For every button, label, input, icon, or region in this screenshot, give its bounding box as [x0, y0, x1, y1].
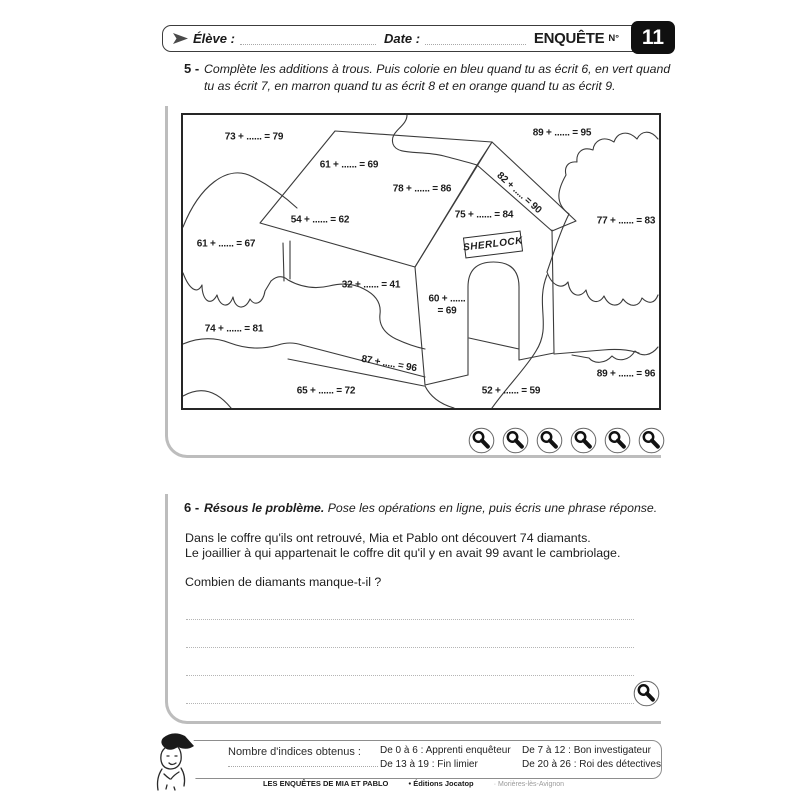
- addition-blank[interactable]: 61 + ...... = 69: [319, 159, 379, 171]
- clue-count-field[interactable]: [228, 766, 378, 767]
- addition-blank[interactable]: 61 + ...... = 67: [196, 238, 256, 250]
- magnifier-icon[interactable]: [570, 427, 597, 454]
- tree-trunk: [283, 241, 290, 281]
- answer-writing-line[interactable]: [186, 619, 634, 620]
- front-corner: [415, 267, 468, 385]
- clue-count-label: Nombre d'indices obtenus :: [228, 746, 361, 758]
- right-wall: [519, 230, 554, 360]
- exercise6-frame: [165, 494, 661, 724]
- addition-blank[interactable]: 74 + ...... = 81: [204, 323, 264, 335]
- exercise6-number: 6 -: [184, 500, 200, 515]
- header-bar: [162, 25, 670, 52]
- addition-blank[interactable]: 78 + ...... = 86: [392, 183, 452, 195]
- exercise5-instruction: Complète les additions à trous. Puis colorie en bleu quand tu as écrit 6, en vert quand tu as écrit 7, en marron quand tu as écrit 8 et en orange quand tu as écrit 9.: [204, 62, 671, 93]
- enquete-title: ENQUÊTE: [533, 30, 605, 47]
- date-field[interactable]: [425, 32, 526, 45]
- addition-blank[interactable]: 60 + ...... = 69: [428, 293, 466, 317]
- answer-writing-line[interactable]: [186, 675, 634, 676]
- student-name-label: Élève :: [193, 31, 235, 46]
- roof-slab: [260, 131, 492, 267]
- magnifier-icon[interactable]: [638, 427, 665, 454]
- imprint: [165, 773, 662, 791]
- addition-blank[interactable]: 54 + ...... = 62: [290, 214, 350, 226]
- magnifier-icon[interactable]: [604, 427, 631, 454]
- imprint-series: LES ENQUÊTES DE MIA ET PABLO: [254, 779, 397, 788]
- corner-mound: [183, 391, 231, 408]
- right-bush-top: [559, 132, 658, 214]
- clue-magnifier-row: [468, 427, 665, 454]
- student-name-field[interactable]: [240, 32, 376, 45]
- addition-blank[interactable]: 89 + ...... = 95: [532, 127, 592, 139]
- addition-blank[interactable]: 65 + ...... = 72: [296, 385, 356, 397]
- doghouse-line-art: [183, 115, 659, 408]
- left-bush-scallops: [183, 273, 271, 307]
- addition-blank[interactable]: 89 + ...... = 96: [596, 368, 656, 380]
- problem-question: Combien de diamants manque-t-il ?: [185, 575, 382, 589]
- imprint-publisher: • Éditions Jocatop: [400, 779, 483, 788]
- addition-blank[interactable]: 52 + ...... = 59: [481, 385, 541, 397]
- score-column: [380, 744, 511, 772]
- coloring-picture: [181, 113, 661, 410]
- enquete-number-badge: 11: [631, 21, 675, 54]
- ground-curve: [425, 386, 454, 408]
- problem-line: Dans le coffre qu'ils ont retrouvé, Mia et Pablo ont découvert 74 diamants.: [185, 531, 591, 545]
- arrow-icon: [173, 33, 188, 44]
- score-column: [522, 744, 661, 772]
- addition-blank[interactable]: 82 + ..... = 90: [494, 170, 544, 216]
- right-bush-edge: [547, 214, 569, 272]
- score-level: De 20 à 26 : Roi des détectives: [522, 759, 661, 770]
- addition-blank[interactable]: 75 + ...... = 84: [454, 209, 514, 221]
- addition-blank[interactable]: 87 + ..... = 96: [360, 353, 418, 375]
- problem-line: Le joaillier à qui appartenait le coffre dit qu'il y en avait 99 avant le cambriolage.: [185, 546, 621, 560]
- magnifier-icon[interactable]: [536, 427, 563, 454]
- magnifier-icon[interactable]: [633, 680, 660, 707]
- date-label: Date :: [383, 31, 421, 46]
- answer-writing-line[interactable]: [186, 647, 634, 648]
- right-ground-line: [554, 349, 639, 354]
- addition-blank[interactable]: 73 + ...... = 79: [224, 131, 284, 143]
- sherlock-sign: SHERLOCK: [463, 231, 523, 259]
- addition-blank[interactable]: 32 + ...... = 41: [341, 279, 401, 291]
- imprint-city: · Morières-lès-Avignon: [485, 781, 573, 788]
- score-level: De 0 à 6 : Apprenti enquêteur: [380, 745, 511, 756]
- exercise5-number: 5 -: [184, 61, 200, 76]
- left-bush-arc: [183, 173, 297, 227]
- enquete-number-label: N°: [608, 33, 619, 44]
- answer-writing-line[interactable]: [186, 703, 634, 704]
- exercise6-instruction: [204, 500, 672, 517]
- detective-character: [130, 727, 210, 797]
- magnifier-icon[interactable]: [468, 427, 495, 454]
- door-floor: [469, 338, 519, 349]
- magnifier-icon[interactable]: [502, 427, 529, 454]
- left-ground-wavy: [183, 339, 302, 348]
- right-bush-scallops: [547, 272, 658, 305]
- addition-blank[interactable]: 77 + ...... = 83: [596, 215, 656, 227]
- score-level: De 13 à 19 : Fin limier: [380, 759, 478, 770]
- score-level: De 7 à 12 : Bon investigateur: [522, 745, 651, 756]
- exercise6-instruction-bold: Résous le problème.: [204, 501, 325, 515]
- exercise6-instruction-rest: Pose les opérations en ligne, puis écris une phrase réponse.: [324, 501, 658, 515]
- door-arch: [468, 262, 519, 375]
